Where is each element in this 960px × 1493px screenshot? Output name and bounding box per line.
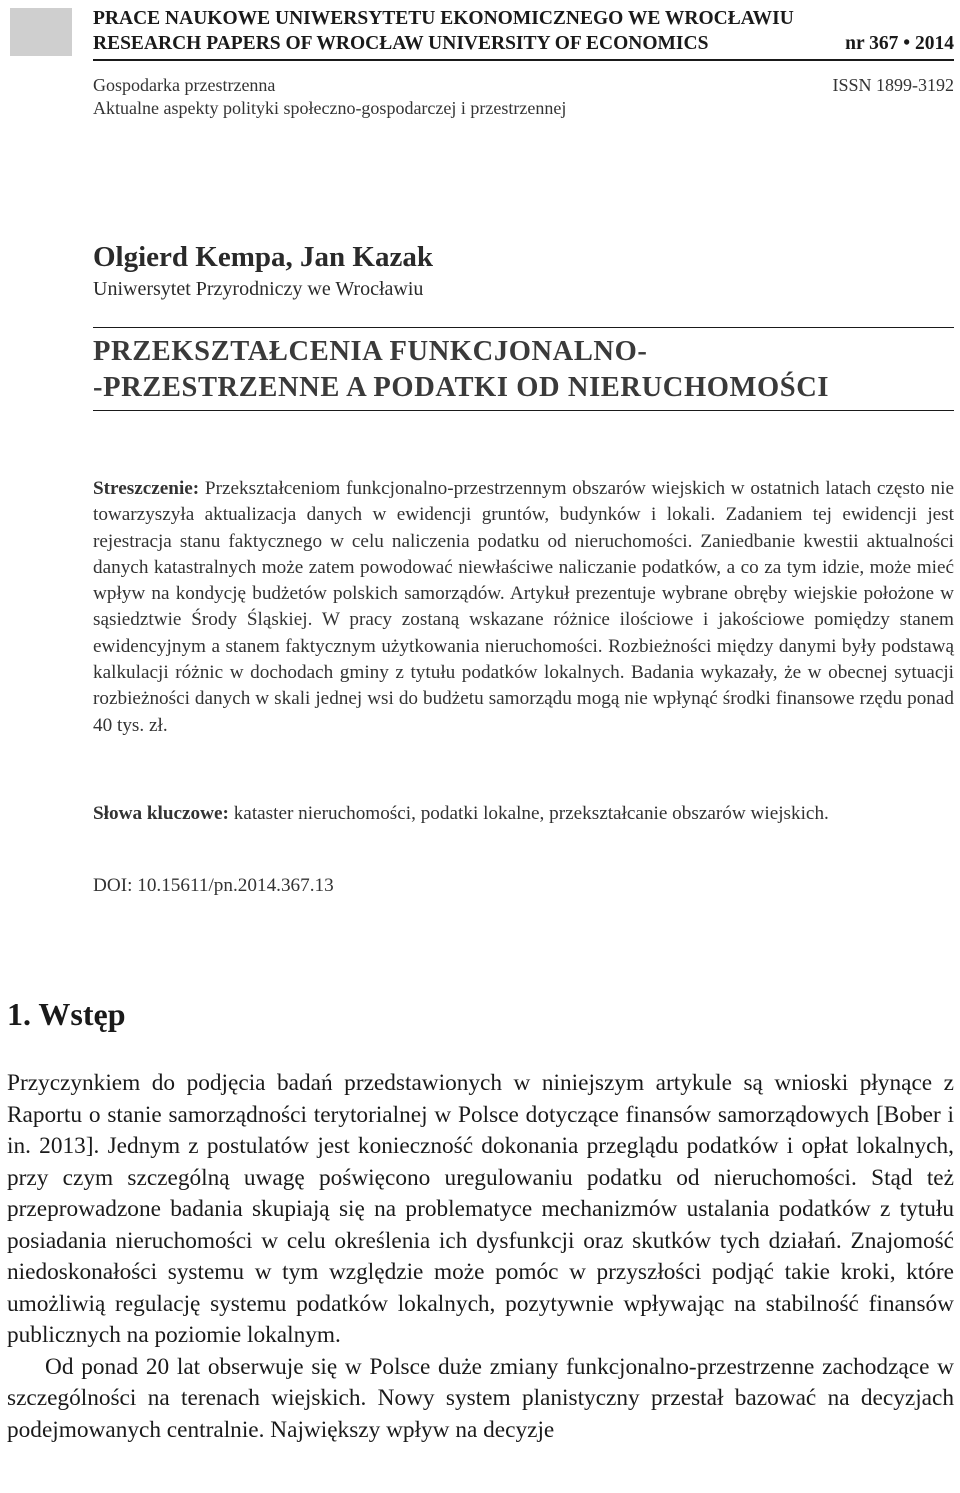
journal-name-pl: PRACE NAUKOWE UNIWERSYTETU EKONOMICZNEGO WE WROCŁAWIU	[93, 8, 794, 29]
section-heading: 1. Wstęp	[7, 996, 126, 1032]
keywords	[93, 801, 954, 827]
title-rule-bottom	[93, 410, 954, 411]
title-rule-top	[93, 327, 954, 328]
title-line-2: -PRZESTRZENNE A PODATKI OD NIERUCHOMOŚCI	[93, 372, 830, 403]
keywords-label: Słowa kluczowe:	[93, 803, 229, 824]
journal-name-en: RESEARCH PAPERS OF WROCŁAW UNIVERSITY OF ECONOMICS	[93, 33, 709, 54]
title-line-1: PRZEKSZTAŁCENIA FUNKCJONALNO-	[93, 336, 648, 367]
doi: DOI: 10.15611/pn.2014.367.13	[93, 875, 334, 896]
series-name: Gospodarka przestrzenna	[93, 75, 276, 95]
affiliation: Uniwersytet Przyrodniczy we Wrocławiu	[93, 278, 424, 300]
keywords-text: kataster nieruchomości, podatki lokalne, przekształcanie obszarów wiejskich.	[233, 803, 829, 824]
header-rule	[93, 59, 954, 61]
abstract	[93, 476, 954, 739]
issue-number: nr 367 • 2014	[845, 33, 954, 54]
paragraph-1: Przyczynkiem do podjęcia badań przedstawionych w niniejszym artykule są wnioski płynące z Raportu o stanie samorządności terytorialnej w Polsce dotyczące finansów samorządowych [Bober i in. 2013]. Jednym z postulatów jest konieczność dokonania przeglądu podatków i opłat lokalnych, przy czym szczególną uwagę poświęcono uregulowaniu podatku od nieruchomości. Stąd też przeprowadzone badania skupiają się na problematyce mechanizmów ustalania podatków z tytułu posiadania nieruchomości w celu określenia ich dysfunkcji oraz skutków tych działań. Znajomość niedoskonałości systemu w tym względzie może pomóc w przyszłości podjąć takie kroki, które umożliwią regulację systemu podatków lokalnych, pozytywnie wpływając na stabilność finansów publicznych na poziomie lokalnym.	[7, 1070, 954, 1348]
article-title	[93, 334, 829, 406]
authors: Olgierd Kempa, Jan Kazak	[93, 241, 433, 273]
abstract-label: Streszczenie:	[93, 478, 200, 499]
issn: ISSN 1899-3192	[832, 75, 954, 95]
abstract-text: Przekształceniom funkcjonalno-przestrzennym obszarów wiejskich w ostatnich latach często nie towarzyszyła aktualizacja danych w ewidencji gruntów, budynków i lokali. Zadaniem tej ewidencji jest rejestracja stanu faktycznego w celu naliczenia podatku od nieruchomości. Zaniedbanie kwestii aktualności danych katastralnych może zatem powodować niewłaściwe naliczanie podatków, a co za tym idzie, może mieć wpływ na kondycję budżetów polskich samorządów. Artykuł prezentuje wybrane obręby wiejskie położone w sąsiedztwie Środy Śląskiej. W pracy zostaną wskazane różnice ilościowe i jakościowe pomiędzy stanem ewidencyjnym a stanem faktycznym użytkowania nieruchomości. Rozbieżności między danymi były podstawą kalkulacji różnic w dochodach gminy z tytułu podatków lokalnych. Badania wykazały, że w obecnej sytuacji rozbieżności danych w skali jednej wsi do budżetu samorządu mogą nie wpłynąć środki finansowe rzędu ponad 40 tys. zł.	[93, 478, 955, 736]
header-gray-box	[10, 8, 72, 56]
subseries-name: Aktualne aspekty polityki społeczno-gospodarczej i przestrzennej	[93, 98, 567, 118]
section-body	[7, 1068, 954, 1446]
paragraph-2: Od ponad 20 lat obserwuje się w Polsce duże zmiany funkcjonalno-przestrzenne zachodzące w szczególności na terenach wiejskich. Nowy system planistyczny przestał bazować na decyzjach podejmowanych centralnie. Największy wpływ na decyzje	[7, 1353, 954, 1443]
